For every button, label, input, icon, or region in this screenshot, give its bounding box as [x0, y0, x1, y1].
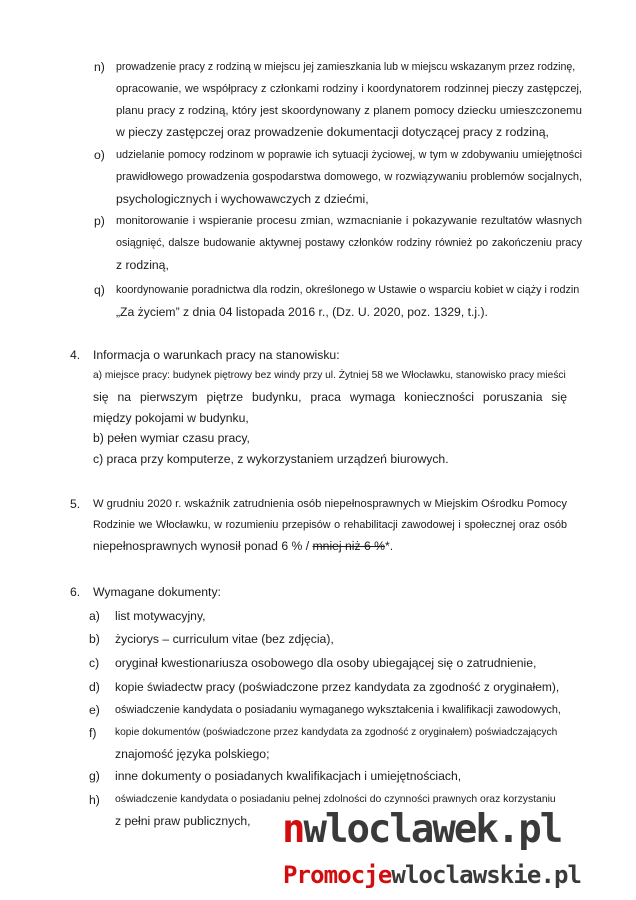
item-line: z pełni praw publicznych, — [115, 813, 251, 828]
item-line: psychologicznych i wychowawczych z dziećmi, — [116, 191, 369, 206]
item-letter: a) — [89, 609, 100, 623]
item-letter: d) — [89, 680, 100, 694]
condition-line: między pokojami w budynku, — [93, 410, 249, 425]
indicator-line: W grudniu 2020 r. wskaźnik zatrudnienia osób niepełnosprawnych w Miejskim Ośrodku Pomocy — [93, 498, 567, 510]
item-line: z rodziną, — [116, 257, 169, 272]
item-line: opracowanie, we współpracy z członkami rodziny i koordynatorem rodzinnej pieczy zastępczej, — [116, 82, 582, 95]
item-line: kopie dokumentów (poświadczone przez kandydata za zgodność z oryginałem) poświadczających — [115, 727, 558, 738]
section-number: 5. — [70, 497, 81, 511]
item-line: list motywacyjny, — [115, 609, 206, 623]
item-letter: h) — [89, 793, 100, 807]
watermark-nwloclawek — [282, 808, 612, 852]
condition-line: a) miejsce pracy: budynek piętrowy bez windy przy ul. Żytniej 58 we Włocławku, stanowisko pracy mieści — [93, 370, 566, 381]
employment-indicator — [93, 494, 567, 556]
indicator-prefix: niepełnosprawnych wynosił ponad 6 % / — [93, 538, 313, 553]
item-line: oświadczenie kandydata o posiadaniu wymaganego wykształcenia i kwalifikacji zawodowych, — [115, 704, 561, 716]
indicator-line — [93, 536, 567, 557]
struck-option: mniej niż 6 % — [312, 538, 385, 553]
work-conditions — [93, 366, 567, 470]
item-line: osiągnięć, dalsze budowanie aktywnej postawy członków rodziny również po zakończeniu pracy — [116, 236, 582, 249]
item-line: oryginał kwestionariusza osobowego dla osoby ubiegającej się o zatrudnienie, — [115, 656, 537, 670]
section-title: Informacja o warunkach pracy na stanowisku: — [93, 348, 340, 362]
watermark-red-part: n — [282, 807, 304, 852]
item-line: znajomość języka polskiego; — [115, 746, 270, 761]
item-letter: p) — [94, 214, 105, 228]
item-line: życiorys – curriculum vitae (bez zdjęcia), — [115, 632, 334, 646]
item-letter: b) — [89, 632, 100, 646]
watermark-red-part: Promocje — [283, 861, 392, 889]
item-letter: q) — [94, 283, 105, 297]
item-letter: f) — [89, 726, 97, 740]
item-line: prowadzenie pracy z rodziną w miejscu jej zamieszkania lub w miejscu wskazanym przez rodzinę, — [116, 61, 576, 73]
item-line: w pieczy zastępczej oraz prowadzenie dokumentacji dotyczącej pracy z rodziną, — [116, 125, 549, 140]
indicator-line: Rodzinie we Włocławku, w rozumieniu przepisów o rehabilitacji zawodowej i społecznej oraz osób — [93, 518, 567, 531]
item-line: kopie świadectw pracy (poświadczone przez kandydata za zgodność z oryginałem), — [115, 680, 560, 694]
item-line: prawidłowego prowadzenia gospodarstwa domowego, w rozwiązywaniu problemów socjalnych, — [116, 170, 582, 183]
item-line: oświadczenie kandydata o posiadaniu pełnej zdolności do czynności prawnych oraz korzystaniu — [115, 794, 556, 805]
item-line: koordynowanie poradnictwa dla rodzin, określonego w Ustawie o wsparciu kobiet w ciąży i rodzin — [116, 284, 580, 296]
condition-line: b) pełen wymiar czasu pracy, — [93, 431, 250, 446]
section-title: Wymagane dokumenty: — [93, 585, 221, 599]
item-line: „Za życiem” z dnia 04 listopada 2016 r., (Dz. U. 2020, poz. 1329, t.j.). — [116, 304, 488, 319]
item-letter: o) — [94, 148, 105, 162]
condition-line: c) praca przy komputerze, z wykorzystaniem urządzeń biurowych. — [93, 452, 449, 467]
section-number: 4. — [70, 348, 81, 362]
watermark-dark-part: wloclawskie.pl — [391, 861, 582, 889]
item-letter: e) — [89, 703, 100, 717]
watermark-promocje — [283, 858, 615, 892]
section-number: 6. — [70, 585, 81, 599]
item-line: monitorowanie i wspieranie procesu zmian, wzmacnianie i pokazywanie rezultatów własnych — [116, 215, 582, 227]
item-letter: g) — [89, 769, 100, 783]
item-line: udzielanie pomocy rodzinom w poprawie ich sytuacji życiowej, w tym w zdobywaniu umiejętności — [116, 149, 582, 161]
item-letter: c) — [89, 656, 100, 670]
indicator-suffix: *. — [385, 538, 394, 553]
item-letter: n) — [94, 60, 105, 74]
item-line: planu pracy z rodziną, który jest skoordynowany z planem pomocy dziecku umieszczonemu — [116, 104, 582, 117]
condition-line: się na pierwszym piętrze budynku, praca wymaga konieczności poruszania się — [93, 389, 567, 404]
item-line: inne dokumenty o posiadanych kwalifikacjach i umiejętnościach, — [115, 769, 462, 783]
watermark-dark-part: wloclawek.pl — [303, 807, 562, 852]
